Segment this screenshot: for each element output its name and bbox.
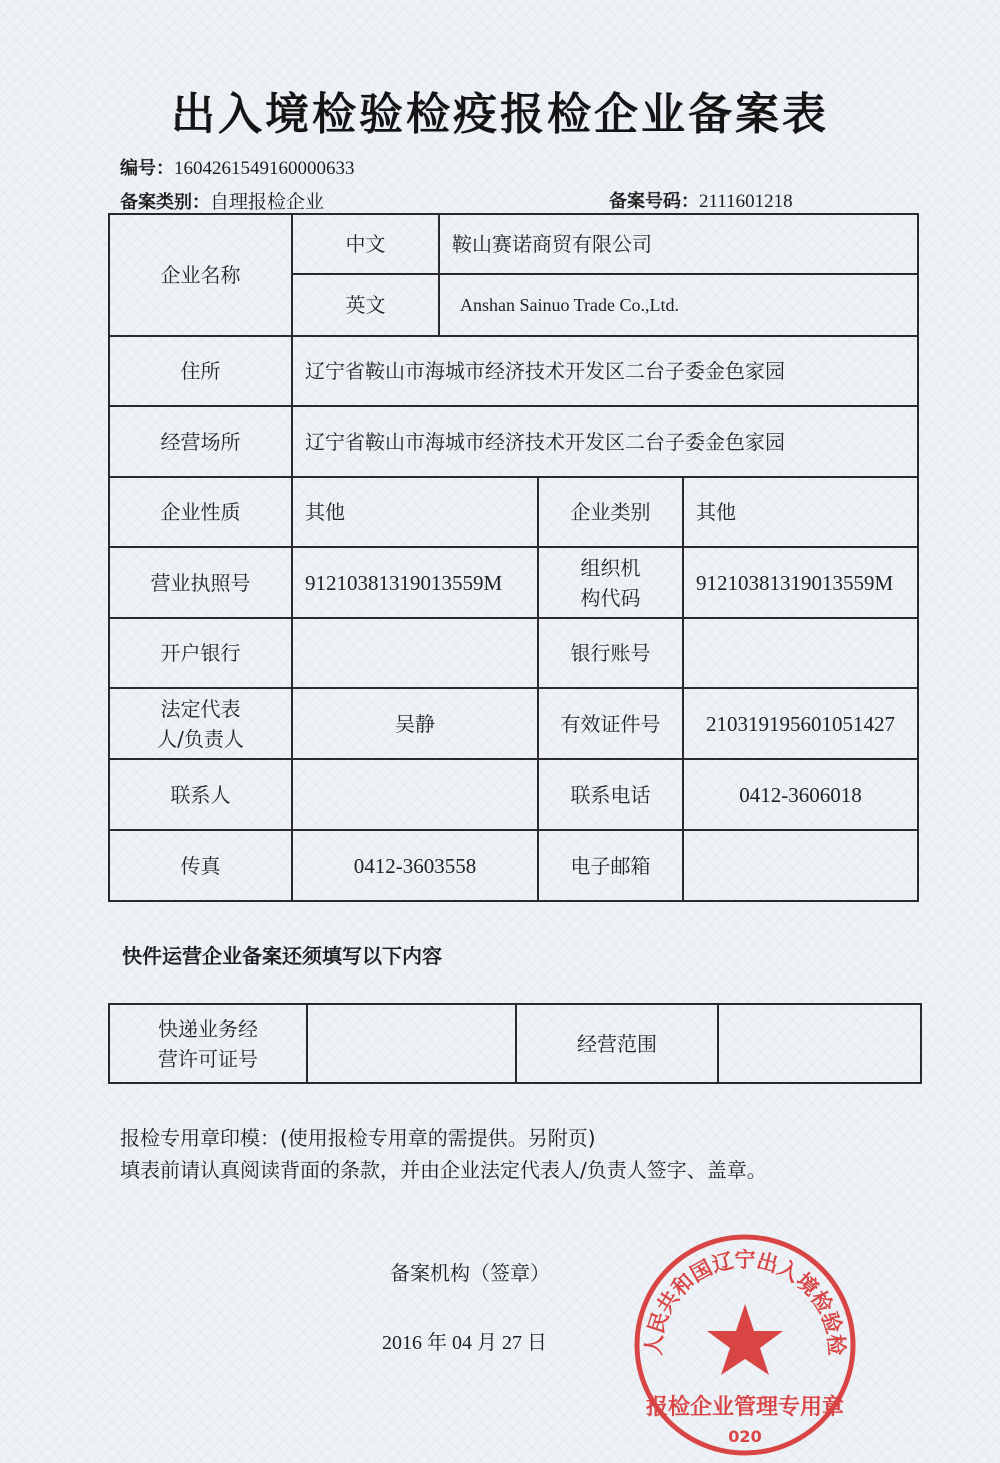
company-name-label: 企业名称 [109,214,292,336]
id-label: 有效证件号 [538,688,683,759]
table-row [109,214,918,274]
phone-value: 0412-3606018 [683,759,918,830]
org-code-label [538,547,683,618]
seal-bottom-text: 报检企业管理专用章 [645,1395,845,1420]
filing-date: 2016 年 04 月 27 日 [382,1332,547,1354]
license-label: 营业执照号 [109,547,292,618]
phone-label: 联系电话 [538,759,683,830]
type-label: 企业类别 [538,477,683,547]
record-no-value: 2111601218 [699,191,793,212]
table-row [109,618,918,688]
table-row [109,336,918,406]
fax-label: 传真 [109,830,292,901]
account-value [683,618,918,688]
express-license-label-line2: 营许可证号 [158,1046,258,1071]
chinese-label: 中文 [292,214,439,274]
email-value [683,830,918,901]
id-value: 210319195601051427 [683,688,918,759]
official-seal [632,1232,858,1458]
english-label: 英文 [292,274,439,336]
express-section-title: 快件运营企业备案还须填写以下内容 [122,944,442,968]
contact-label: 联系人 [109,759,292,830]
org-code-label-line1: 组织机 [580,555,641,580]
seal-code: 020 [728,1427,762,1446]
fax-value: 0412-3603558 [292,830,538,901]
instruction-note: 填表前请认真阅读背面的条款，并由企业法定代表人/负责人签字、盖章。 [120,1158,767,1182]
legal-rep-label-line2: 人/负责人 [157,726,244,751]
business-scope-label: 经营范围 [516,1004,718,1083]
seal-star-icon [707,1304,783,1375]
table-row [109,830,918,901]
express-license-table [108,1003,922,1084]
org-code-label-line2: 构代码 [580,585,641,610]
table-row [109,759,918,830]
document-title: 出入境检验检疫报检企业备案表 [171,89,829,140]
serial-number [120,154,355,180]
table-row [109,688,918,759]
seal-graphic [632,1232,858,1458]
nature-value: 其他 [292,477,538,547]
express-license-label-line1: 快递业务经 [158,1016,258,1041]
bank-value [292,618,538,688]
express-license-label [109,1004,307,1083]
legal-rep-label-line1: 法定代表 [160,696,241,721]
seal-note: 报检专用章印模：(使用报检专用章的需提供。另附页) [120,1126,596,1150]
english-name-value: Anshan Sainuo Trade Co.,Ltd. [439,274,918,336]
category-label: 备案类别： [120,192,210,213]
registration-form-table [108,213,919,902]
legal-rep-value: 吴静 [292,688,538,759]
nature-label: 企业性质 [109,477,292,547]
filing-agency-signature: 备案机构（签章） [390,1261,550,1285]
org-code-value: 91210381319013559M [683,547,918,618]
seal-ring-text: 人民共和国辽宁出入境检验检 [641,1248,849,1357]
account-label: 银行账号 [538,618,683,688]
license-value: 91210381319013559M [292,547,538,618]
business-scope-value [718,1004,921,1083]
record-category [120,187,324,214]
bank-label: 开户银行 [109,618,292,688]
contact-value [292,759,538,830]
table-row [109,406,918,477]
record-no-label: 备案号码： [609,191,699,212]
table-row [109,1004,921,1083]
email-label: 电子邮箱 [538,830,683,901]
chinese-name-value: 鞍山赛诺商贸有限公司 [439,214,918,274]
category-value: 自理报检企业 [210,191,325,213]
legal-rep-label [109,688,292,759]
record-number [609,187,793,213]
type-value: 其他 [683,477,918,547]
premises-value: 辽宁省鞍山市海城市经济技术开发区二台子委金色家园 [292,406,918,477]
serial-value: 1604261549160000633 [174,158,355,179]
table-row [109,547,918,618]
express-license-value [307,1004,516,1083]
table-row [109,477,918,547]
address-label: 住所 [109,336,292,406]
premises-label: 经营场所 [109,406,292,477]
address-value: 辽宁省鞍山市海城市经济技术开发区二台子委金色家园 [292,336,918,406]
serial-label: 编号： [120,158,174,179]
